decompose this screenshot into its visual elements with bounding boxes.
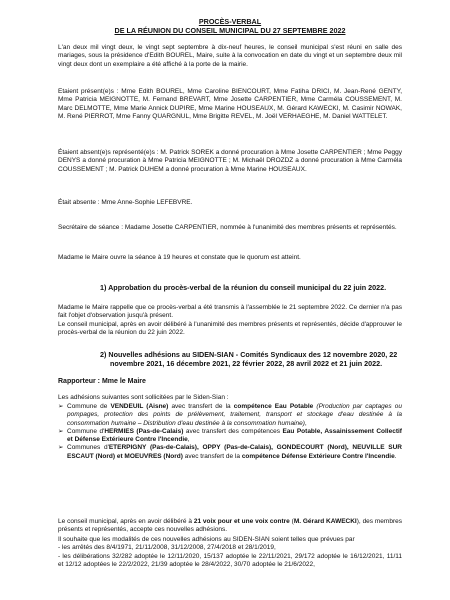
adhesions-list	[58, 403, 402, 461]
item-note: (Production par captages ou pompages, protection des points de prélèvement, traitement, transport et stockage d'eau destinée à la consommation humaine – Distribution d'eau destinée à la consommation humaine)	[67, 403, 402, 427]
section-2-heading-line-2: novembre 2021, 16 décembre 2021, 22 février 2022, 28 avril 2022 et 21 juin 2022.	[110, 359, 383, 368]
item-suffix: .	[394, 452, 397, 460]
vote-text-e: ), des membres présents et représentés, accepte ces nouvelles adhésions.	[58, 518, 402, 534]
title-line-2: DE LA RÉUNION DU CONSEIL MUNICIPAL DU 27 SEPTEMBRE 2022	[114, 26, 346, 35]
vote-contre-member: M. Gérard KAWECKI	[293, 518, 357, 525]
adhesion-item-vendeuil	[58, 403, 402, 428]
arrow-bullet-icon: ➢	[58, 444, 64, 452]
absente-paragraph: Était absente : Mme Anne-Sophie LEFEBVRE.	[58, 199, 193, 206]
item-commune: HERMIES (Pas-de-Calais)	[104, 427, 184, 435]
vote-paragraph	[58, 518, 402, 535]
adhesion-item-hermies	[58, 428, 402, 445]
title-line-1: PROCÈS-VERBAL	[198, 17, 262, 26]
ouverture-paragraph: Madame le Maire ouvre la séance à 19 heures et constate que le quorum est atteint.	[58, 254, 301, 261]
arrow-bullet-icon: ➢	[58, 403, 64, 410]
section-2-heading	[100, 350, 420, 368]
vote-count: 21 voix pour et une voix contre	[193, 518, 290, 525]
section-2-heading-line-1: 2) Nouvelles adhésions au SIDEN-SIAN - Comités Syndicaux des 12 novembre 2020, 22	[100, 350, 398, 359]
adhesions-lead: Les adhésions suivantes sont sollicitées par le Siden-Sian :	[58, 394, 229, 401]
vote-text-c: (	[289, 518, 294, 525]
arretes-line: - les arrêtés des 8/4/1971, 21/11/2008, 31/12/2008, 27/4/2018 et 28/1/2019,	[58, 544, 276, 552]
document-title	[58, 17, 402, 35]
item-mid: avec transfert de la	[182, 452, 242, 460]
souhaite-line: Il souhaite que les modalités de ces nouvelles adhésions au SIDEN-SIAN soient telles que prévues par	[58, 536, 355, 543]
section-1-heading: 1) Approbation du procès-verbal de la réunion du conseil municipal du 22 juin 2022.	[100, 283, 387, 292]
rapporteur-line: Rapporteur : Mme le Maire	[58, 378, 146, 385]
item-competence: compétence Eau Potable	[233, 403, 314, 410]
intro-paragraph: L'an deux mil vingt deux, le vingt sept septembre à dix-neuf heures, le conseil municipal s'est réuni en salle des mariages, sous la présidence d'Edith BOUREL, Maire, suite à la convocation en date du vingt et un septembre deux mil vingt deux dont un exemplaire a été affiché à la porte de la mairie.	[58, 44, 402, 68]
item-commune: ETERPIGNY (Pas-de-Calais), OPPY (Pas-de-Calais), GONDECOURT (Nord), NEUVILLE SUR ESCAUT (Nord) et MOEUVRES (Nord)	[67, 444, 402, 460]
modalites-paragraph	[58, 536, 402, 569]
deliberations-line: - les délibérations 32/282 adoptée le 12/11/2020, 15/137 adoptée le 22/11/2021, 29/172 adoptée le 16/12/2021, 11/11 et 12/12 adoptées le 22/2/2022, 21/39 adoptée le 28/4/2022, 30/70 adoptée le 21/6/2022,	[58, 552, 402, 568]
section-1-paragraph-2: Le conseil municipal, après en avoir délibéré à l'unanimité des membres présents et représentés, décide d'approuver le procès-verbal de la réunion du 22 juin 2022.	[58, 321, 402, 337]
item-competence: compétence Défense Extérieure Contre l'Incendie	[241, 452, 395, 460]
item-prefix: Commune de	[67, 403, 111, 410]
vote-text-a: Le conseil municipal, après en avoir délibéré à	[58, 518, 194, 525]
item-prefix: Commune d'	[67, 427, 105, 435]
item-commune: VENDEUIL (Aisne)	[110, 403, 169, 410]
arrow-bullet-icon: ➢	[58, 427, 64, 435]
item-suffix: ,	[304, 419, 307, 427]
item-prefix: Communes d'	[67, 444, 109, 452]
adhesion-item-eterpigny	[58, 444, 402, 461]
item-mid: avec transfert de la	[168, 403, 234, 410]
item-mid: avec transfert des compétences	[183, 427, 283, 435]
presents-paragraph: Etaient présent(e)s : Mme Edith BOUREL, Mme Caroline BIENCOURT, Mme Fatiha DRICI, M. Jean-René GENTY, Mme Patricia MEIGNOTTE, M. Fernand BREVART, Mme Josette CARPENTIER, Mme Carméla COUSSEMENT, M. Marc DELMOTTE, Mme Marie Annick DUPIRE, Mme Marine HOUSEAUX, M. Gérard KAWECKI, M. Casimir NOWAK, M. René PIERROT, Mme Fanny QUARGNUL, Mme Brigitte REVEL, M. Joël VERHAEGHE, M. Daniel WATTELET.	[58, 88, 402, 120]
item-competence: Eau Potable, Assainissement Collectif et Défense Extérieure Contre l'Incendie	[67, 427, 402, 444]
secretaire-paragraph: Secrétaire de séance : Madame Josette CARPENTIER, nommée à l'unanimité des membres présents et représentés.	[58, 224, 397, 231]
section-1-paragraph-1: Madame le Maire rappelle que ce procès-verbal a été transmis à l'assemblée le 21 septembre 2022. Ce dernier n'a pas fait l'objet d'observation jusqu'à présent.	[58, 304, 402, 320]
absents-represented-paragraph: Étaient absent(e)s représenté(e)s : M. Patrick SOREK a donné procuration à Mme Josette CARPENTIER ; Mme Peggy DENYS a donné procuration à Mme Patricia MEIGNOTTE ; M. Michaël DROZDZ a donné procuration à Mme Carméla COUSSEMENT ; M. Patrick DUHEM a donné procuration à Mme Marine HOUSEAUX.	[58, 149, 402, 173]
item-suffix: ,	[187, 436, 190, 444]
